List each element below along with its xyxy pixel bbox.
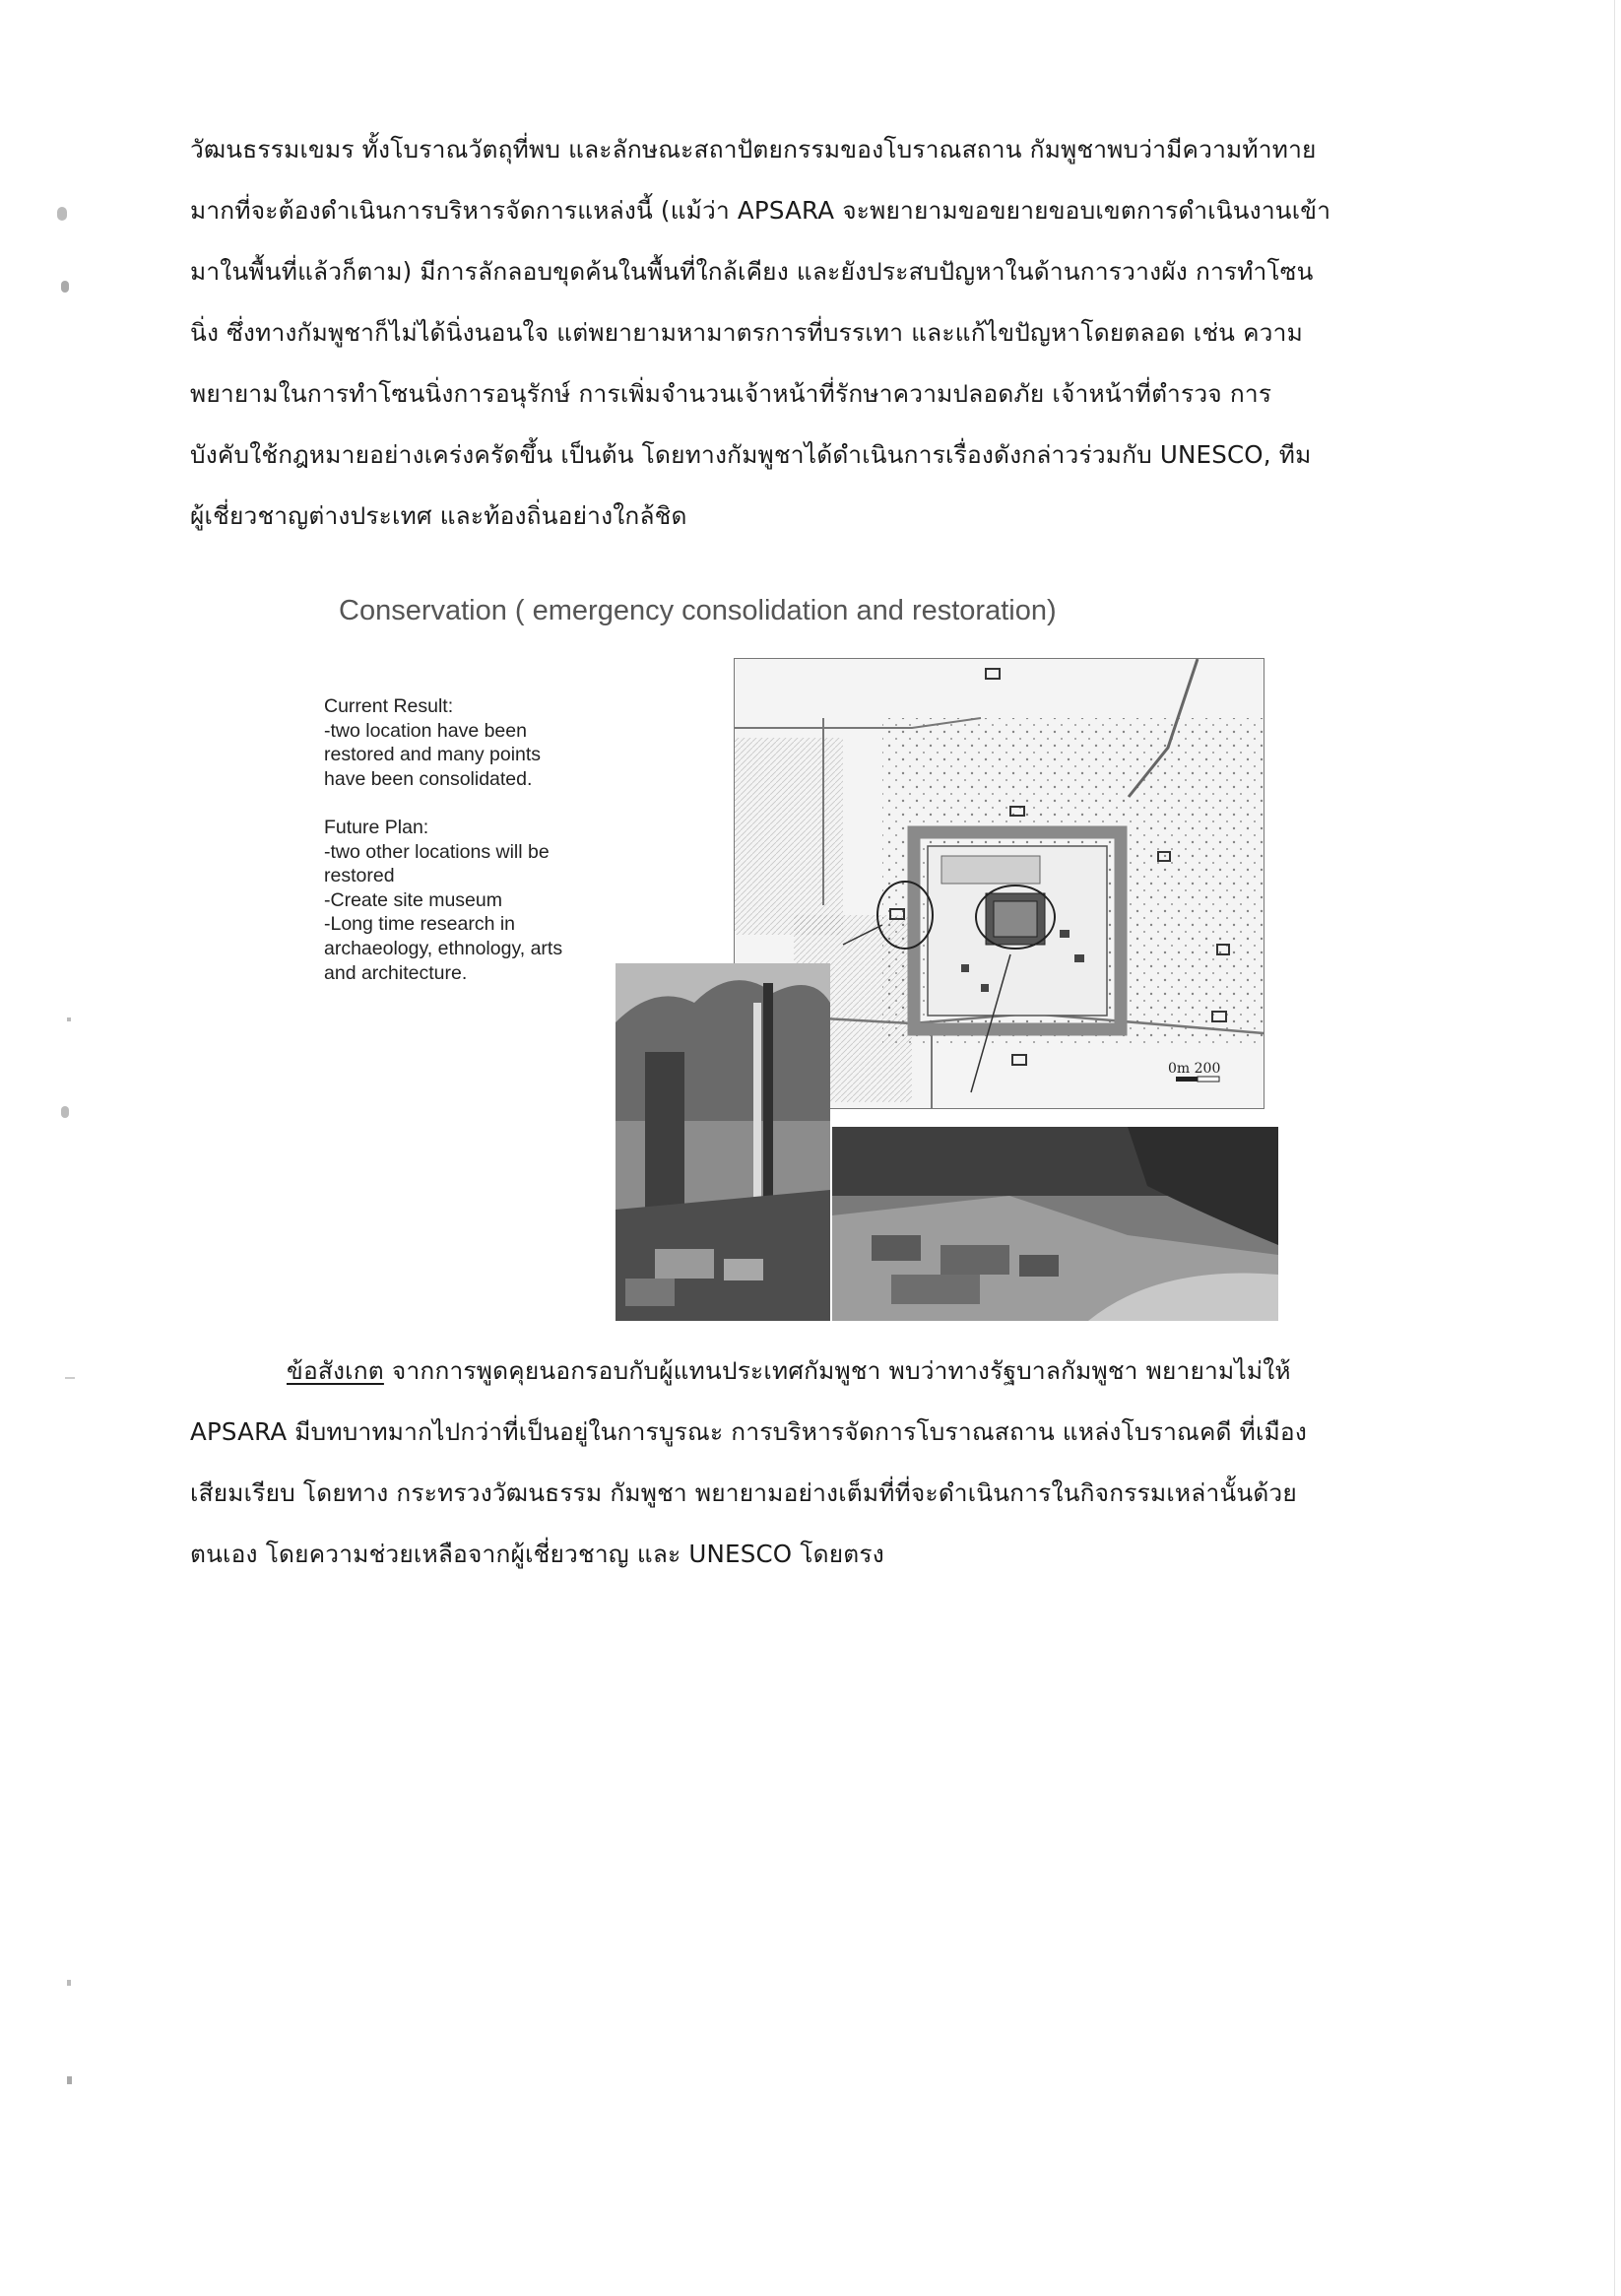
body-line: มาในพื้นที่แล้วก็ตาม) มีการลักลอบขุดค้นในพื้นที่ใกล้เคียง และยังประสบปัญหาในด้านการวางผัง การทำโซน xyxy=(190,257,1314,286)
scan-speck xyxy=(57,207,67,221)
note-line: archaeology, ethnology, arts xyxy=(324,937,563,959)
note-line: เสียมเรียบ โดยทาง กระทรวงวัฒนธรรม กัมพูชา พยายามอย่างเต็มที่ที่จะดำเนินการในกิจกรรมเหล่านั้นด้วย xyxy=(190,1478,1297,1507)
scan-edge-line xyxy=(1614,0,1615,2296)
note-line: and architecture. xyxy=(324,961,468,984)
body-paragraph xyxy=(190,119,1401,547)
future-plan-heading: Future Plan: xyxy=(324,816,429,838)
body-line: มากที่จะต้องดำเนินการบริหารจัดการแหล่งนี้ (แม้ว่า APSARA จะพยายามขอขยายขอบเขตการดำเนินงานเข้า xyxy=(190,196,1331,225)
slide-title: Conservation ( emergency consolidation and restoration) xyxy=(339,595,1057,626)
scan-speck xyxy=(67,2076,72,2084)
scan-speck xyxy=(67,1980,71,1986)
note-first-line-text: จากการพูดคุยนอกรอบกับผู้แทนประเทศกัมพูชา พบว่าทางรัฐบาลกัมพูชา พยายามไม่ให้ xyxy=(383,1356,1291,1385)
body-line: วัฒนธรรมเขมร ทั้งโบราณวัตถุที่พบ และลักษณะสถาปัตยกรรมของโบราณสถาน กัมพูชาพบว่ามีความท้าทาย xyxy=(190,135,1317,164)
scan-speck xyxy=(67,1017,71,1021)
map-scale-label: 0m 200 xyxy=(1168,1061,1221,1077)
ruin-photo-right-image xyxy=(832,1127,1278,1321)
note-line: -two location have been xyxy=(324,719,527,742)
ruin-photo-right xyxy=(832,1127,1278,1321)
ruin-photo-left-image xyxy=(616,963,830,1321)
body-line: พยายามในการทำโซนนิ่งการอนุรักษ์ การเพิ่มจำนวนเจ้าหน้าที่รักษาความปลอดภัย เจ้าหน้าที่ตำรวจ การ xyxy=(190,379,1272,408)
note-line: APSARA มีบทบาทมากไปกว่าที่เป็นอยู่ในการบูรณะ การบริหารจัดการโบราณสถาน แหล่งโบราณคดี ที่เมือง xyxy=(190,1417,1307,1446)
note-line: have been consolidated. xyxy=(324,767,533,790)
note-line: ตนเอง โดยความช่วยเหลือจากผู้เชี่ยวชาญ และ UNESCO โดยตรง xyxy=(190,1540,884,1568)
note-line: restored xyxy=(324,865,395,887)
note-first-line xyxy=(190,1341,1401,1402)
note-paragraph xyxy=(190,1341,1401,1585)
note-label: ข้อสังเกต xyxy=(287,1356,384,1385)
note-line: -Create site museum xyxy=(324,888,502,911)
current-result-heading: Current Result: xyxy=(324,695,454,717)
note-line: -two other locations will be xyxy=(324,840,550,863)
body-line: บังคับใช้กฎหมายอย่างเคร่งครัดขึ้น เป็นต้น โดยทางกัมพูชาได้ดำเนินการเรื่องดังกล่าวร่วมกับ UNESCO, ทีม xyxy=(190,440,1312,469)
note-line: -Long time research in xyxy=(324,913,516,936)
body-line: นิ่ง ซึ่งทางกัมพูชาก็ไม่ได้นิ่งนอนใจ แต่พยายามหามาตรการที่บรรเทา และแก้ไขปัญหาโดยตลอด เช่น ความ xyxy=(190,318,1303,347)
note-line: restored and many points xyxy=(324,744,542,766)
scan-speck xyxy=(61,1106,69,1118)
scan-speck xyxy=(65,1377,75,1379)
body-line: ผู้เชี่ยวชาญต่างประเทศ และท้องถิ่นอย่างใกล้ชิด xyxy=(190,501,687,530)
ruin-photo-left xyxy=(616,963,830,1321)
slide-notes xyxy=(324,694,619,985)
scan-speck xyxy=(61,281,69,293)
